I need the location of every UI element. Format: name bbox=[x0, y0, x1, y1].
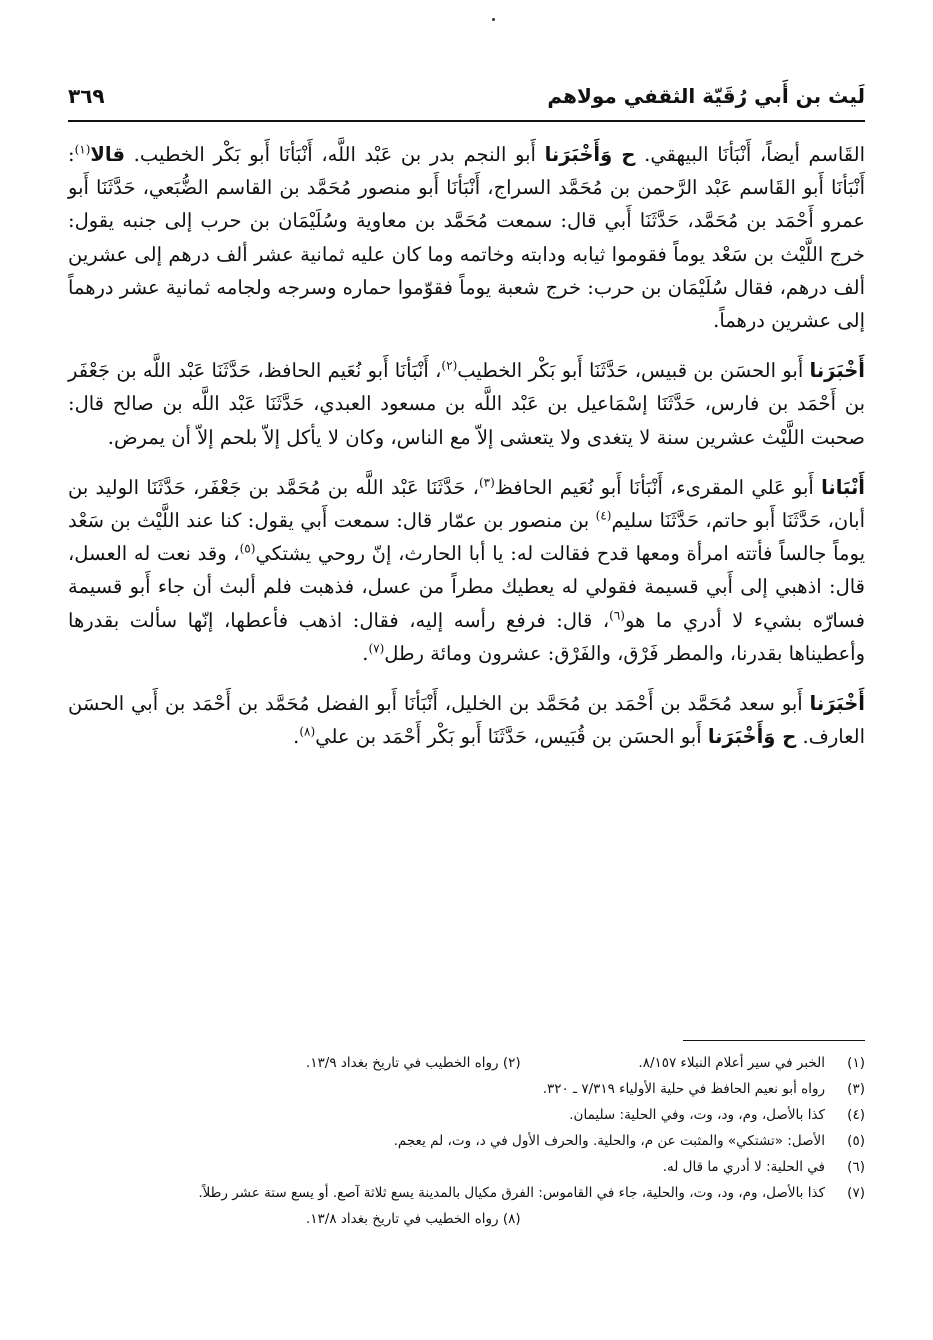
footnote-number: (٥) bbox=[847, 1133, 865, 1149]
footnote-rule bbox=[683, 1040, 865, 1041]
paragraph-1 bbox=[68, 138, 865, 337]
footnote-marker: (٧) bbox=[368, 641, 385, 656]
footnote-number: (٧) bbox=[847, 1185, 865, 1201]
footnote-marker: (٤) bbox=[595, 508, 612, 523]
footnote-marker: (٣) bbox=[478, 475, 495, 490]
text-run: : أَنْبَأنَا أَبو القَاسم عَبْد الرَّحمن بن مُحَمَّد السراج، أَنْبَأنَا أَبو منصور مُحَمَّد بن القاسم الضُّبَعي، حَدَّثَنَا أَبو عمرو أَحْمَد بن مُحَمَّد، حَدَّثَنَا أَبي قال: سمعت مُحَمَّد بن معاوية وسُلَيْمَان بن حرب إلى جنبه يقول: خرج اللَّيْث بن سَعْد يوماً فقوموا ثيابه ودابته وخاتمه وما كان عليه ثمانية عشر ألف درهم إلى عشرين ألف درهم، فقال سُلَيْمَان بن حرب: خرج شعبة يوماً فقوّموا حماره وسرجه ولجامه ثمانية عشر درهماً إلى عشرين درهماً. bbox=[68, 143, 865, 333]
text-run: . bbox=[362, 641, 369, 665]
paragraph-4 bbox=[68, 687, 865, 753]
footnotes bbox=[68, 1050, 865, 1232]
narration-keyword: أَخْبَرَنا bbox=[809, 692, 865, 716]
text-run: القَاسم أيضاً، أَنْبَأنَا البيهقي. bbox=[635, 143, 865, 166]
footnote-text: رواه أبو نعيم الحافظ في حلية الأولياء ٧/٣١٩ ـ ٣٢٠. bbox=[542, 1081, 825, 1097]
footnote-text: في الحلية: لا أدري ما قال له. bbox=[662, 1159, 825, 1175]
main-text bbox=[68, 138, 865, 770]
footnote-number: (٤) bbox=[847, 1107, 865, 1123]
footnote-4 bbox=[68, 1102, 865, 1128]
page-speck bbox=[492, 18, 495, 21]
footnote-text: الخبر في سير أعلام النبلاء ٨/١٥٧. bbox=[638, 1055, 825, 1071]
header-rule bbox=[68, 120, 865, 122]
page-number: ٣٦٩ bbox=[68, 84, 105, 108]
narration-keyword: قالا bbox=[90, 143, 126, 166]
footnote-8 bbox=[68, 1206, 865, 1232]
text-run: أَبو سعد مُحَمَّد بن أَحْمَد بن مُحَمَّد بن الخليل، أَنْبَأنَا أَبو الفضل مُحَمَّد بن أَحْمَد بن أَبي الحسَن العارف. bbox=[68, 692, 865, 749]
footnote-number: (٣) bbox=[847, 1081, 865, 1097]
text-run: أَبو النجم بدر بن عَبْد اللَّه، أَنْبَأنَا أَبو بَكْر الخطيب. bbox=[125, 143, 545, 166]
footnote-marker: (٨) bbox=[299, 724, 316, 739]
footnote-marker: (٦) bbox=[609, 608, 625, 623]
footnote-3 bbox=[68, 1076, 865, 1102]
narration-keyword: أَنْبَانا bbox=[821, 475, 865, 499]
footnote-marker: (٢) bbox=[441, 358, 458, 373]
text-run: أَبو الحسَن بن قبيس، حَدَّثَنَا أَبو بَكْر الخطيب bbox=[457, 359, 810, 383]
page-header bbox=[68, 78, 865, 114]
footnote-row-1-2 bbox=[68, 1050, 865, 1076]
footnote-number: (٢) bbox=[502, 1055, 521, 1071]
paragraph-3 bbox=[68, 471, 865, 670]
text-run: أَبو عَلي المقرىء، أَنْبَأنَا أَبو نُعَيم الحافظ bbox=[494, 475, 822, 499]
footnote-number: (٦) bbox=[847, 1159, 865, 1175]
footnote-text: رواه الخطيب في تاريخ بغداد ١٣/٨. bbox=[305, 1211, 499, 1227]
narration-keyword: أَخْبَرَنا bbox=[809, 359, 865, 383]
footnote-text: الأصل: «تشتكي» والمثبت عن م، والحلية. والحرف الأول في د، وت، لم يعجم. bbox=[393, 1133, 825, 1149]
footnote-number: (١) bbox=[847, 1055, 865, 1071]
footnote-text: رواه الخطيب في تاريخ بغداد ١٣/٩. bbox=[305, 1055, 499, 1071]
text-run: ، حَدَّثَنَا عَبْد اللَّه بن مُحَمَّد بن جَعْفَر، حَدَّثَنَا الوليد بن أبان، حَدَّثَنَا أَبو حاتم، حَدَّثَنَا سليم bbox=[68, 475, 866, 533]
footnote-text: كذا بالأصل، وم، ود، وت، والحلية، جاء في القاموس: الفرق مكيال بالمدينة يسع ثلاثة آصع. أو يسع ستة عشر رطلاً. bbox=[198, 1185, 825, 1201]
running-title: لَيث بن أَبي رُقَيّة الثقفي مولاهم bbox=[547, 84, 865, 108]
text-run: ، وقد نعت له العسل، قال: اذهبي إلى أَبي قسيمة فقولي له يعطيك مطراً من عسل، فذهبت فلم ألبث أن جاء أَبو قسيمة فسارّه بشيء لا أدري ما هو bbox=[68, 542, 865, 632]
text-run: ، أَنْبَأنَا أَبو نُعَيم الحافظ، حَدَّثَنَا عَبْد اللَّه بن جَعْفَر بن أَحْمَد بن فارس، حَدَّثَنَا إسْمَاعيل بن عَبْد اللَّه بن مسعود العبدي، حَدَّثَنَا عَبْد اللَّه بن صالح قال: صحبت اللَّيْث عشرين سنة لا يتغدى ولا يتعشى إلاّ مع الناس، وكان لا يأكل إلاّ بلحم إلاّ أن يمرض. bbox=[68, 359, 865, 449]
footnote-7 bbox=[68, 1180, 865, 1206]
text-run: بن منصور بن عمّار قال: سمعت أَبي يقول: كنا عند اللَّيْث بن سَعْد يوماً جالساً فأتته امرأة ومعها قدح فقالت له: يا أبا الحارث، إنّ روحي يشتكي bbox=[68, 509, 865, 566]
narration-keyword: ح وَأَخْبَرَنا bbox=[707, 725, 797, 749]
footnote-5 bbox=[68, 1128, 865, 1154]
footnote-text: كذا بالأصل، وم، ود، وت، وفي الحلية: سليمان. bbox=[569, 1107, 825, 1123]
footnote-marker: (١) bbox=[74, 142, 91, 157]
text-run: . bbox=[293, 725, 300, 749]
paragraph-2 bbox=[68, 354, 865, 454]
footnote-number: (٨) bbox=[502, 1211, 521, 1227]
footnote-marker: (٥) bbox=[239, 541, 256, 556]
text-run: أَبو الحسَن بن قُبَيس، حَدَّثَنَا أَبو بَكْر أَحْمَد بن علي bbox=[315, 725, 708, 749]
footnote-6 bbox=[68, 1154, 865, 1180]
narration-keyword: ح وَأَخْبَرَنا bbox=[544, 143, 636, 166]
text-run: ، قال: فرفع رأسه إليه، فقال: اذهب فأعطها، إنّها سألت بقدرها وأعطيناها بقدرنا، والمطر فَرْق، والفَرْق: عشرون ومائة رطل bbox=[68, 608, 865, 665]
